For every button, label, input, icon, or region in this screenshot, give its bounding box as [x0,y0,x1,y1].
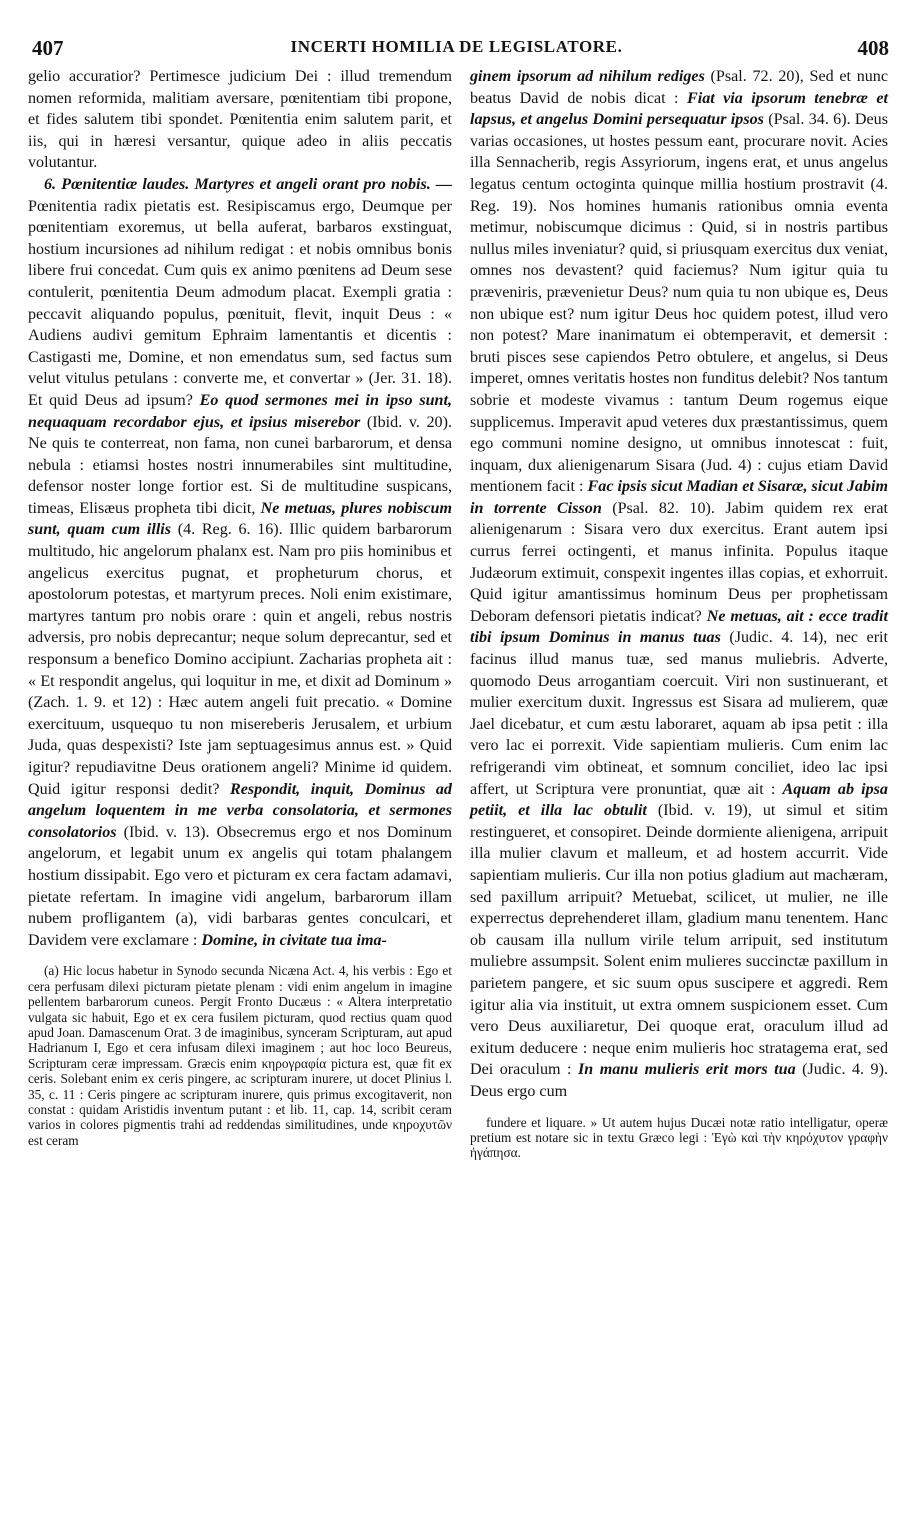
quotation: Respondit, inquit, Dominus ad angelum loquentem in me verba consolatoria, et sermones consolatorios [28,780,452,841]
quotation: Fac ipsis sicut Madian et Sisaræ, sicut Jabim in torrente Cisson [470,478,889,517]
text-run: (Ibid. v. 20). Ne quis te conterreat, non fama, non cunei barbarorum, et densa nebula : etiamsi hostes nostri innumerabiles sint multitudine, defensor noster longe fortior est. Si de multitudine suspicans, timeas, Elisæus propheta tibi dicit, [28,413,452,517]
text-run: (4. Reg. 6. 16). Illic quidem barbarorum multitudo, hic angelorum phalanx est. Nam pro piis hominibus et angelicus exercitus pugnat, et propheturum chorus, et apostolorum potestas, et martyrum preces. Noli enim existimare, martyres tantum pro nobis orare : quin et angeli, rebus nostris adversis, pro nobis deprecantur; neque solum deprecantur, sed et responsum a benefico Domino accipiunt. Zacharias propheta ait : « Et respondit angelus, qui loquitur in me, et dixit ad Dominum » (Zach. 1. 9. et 12) : Hæc autem angeli fuit precatio. « Domine exercituum, usquequo tu non misereberis Jerusalem, et urbium Juda, quas despexisti? Iste jam septuagesimus annus est. » Quid igitur? repudiavitne Deus orationem angeli? Minime id quidem. Quid igitur responsi dedit? [28,521,452,798]
text-run: (Ibid. v. 13). Obsecremus ergo et nos Dominum angelorum, et legabit unum ex angelis qui totam phalangem hostium dissipabit. Ego vero et picturam ex cera factam adamavi, pietate refertam. In imagine vidi angelum, barbarorum illam nubem profligantem (a), vidi barbaras gentes conculcari, et Davidem vere exclamare : [28,823,452,949]
text-run: (Psal. 72. 20), Sed et nunc beatus David de nobis dicat : [470,68,888,107]
left-paragraph-1: gelio accuratior? Pertimesce judicium Dei : illud tremendum nomen reformida, malitiam aversare, pœnitentiam tibi propone, et fides salutem tibi spondet. Pœnitentia enim salutem parit, et iis, qui in hæresi versantur, quique adeo in aliis peccatis volutantur. [28,68,452,172]
page-number-right: 408 [857,36,889,60]
text-run: (Psal. 34. 6). Deus varias occasiones, ut hostes pessum eant, procurare novit. Acies illa Sennacherib, regis Assyriorum, ingens erat, et unus angelus legatus centum octoginta quinque millia hostium prostravit (4. Reg. 19). Nos homines humanis rationibus omnia eventa metimur, nobiscumque dicimus : Quid, si in nostris partibus nullus miles inveniatur? quid, si priusquam exercitus dux veniat, omnes nos devastent? quid faciemus? Num igitur quia tu præveniris, prævenietur Deus? num quia tu non ubique es, Deus non ubique est? num igitur Deus hoc quidem potest, illud vero non potest? Mare inanimatum ei obtemperavit, et demersit : bruti pisces sese capiendos Petro obtulere, et angelus, si Deus imperet, omnes veritatis hostes non funditus delebit? Nos tantum sobrie et modeste vivamus : tantum Deum rogemus eique supplicemus. Imperavit apud veteres dux præstantissimus, quem ego communi nomine designo, ut omnibus innotescat : fuit, inquam, dux alienigenarum Sisara (Jud. 4) : cujus etiam David mentionem facit : [470,111,888,496]
right-paragraph-1 [470,66,888,1103]
text-run: (Judic. 4. 9). Deus ergo cum [470,1061,888,1100]
text-run: (Ibid. v. 19), ut simul et sitim restingueret, et consopiret. Deinde dormiente alienigena, arripuit illa mulier clavum et malleum, et ad hostem accurrit. Vide sapientiam mulieris. Cur illa non potius gladium aut machæram, sed paxillum arripuit? Metuebat, scilicet, ut mulier, ne ille experrectus deprehenderet illam, gladium manu tenentem. Hanc ob causam illa nullum virile telum arripuit, sed institutum muliebre assumpsit. Solent enim mulieres succinctæ paxillum in parietem pangere, et sic suum opus suscipere et aggredi. Rem igitur alia via instituit, ut extra omnem suspicionem esset. Cum vero Deus auxiliaretur, Dei quoque erat, oraculum illud ad exitum deducere : neque enim mulieris hoc stratagema erat, sed Dei oraculum : [470,802,889,1079]
section-heading: 6. Pœnitentiæ laudes. Martyres et angeli orant pro nobis. — [44,175,452,193]
quotation: Ne metuas, plures nobiscum sunt, quam cum illis [28,499,452,539]
page-number-left: 407 [32,36,64,60]
quotation: Ne metuas, ait : ecce tradit tibi ipsum Dominus in manus tuas [470,607,888,647]
text-run: (Psal. 82. 10). Jabim quidem rex erat alienigenarum : Sisara vero dux exercitus. Erant autem ipsi currus ferrei octingenti, et manus infinita. Populus itaque Judæorum extimuit, conspexit ingentes illas copias, et exhorruit. Quid igitur amantissimus hominum Deus per prophetissam Deboram defensori pietatis indicat? [470,499,889,625]
quotation: Domine, in civitate tua ima- [201,931,387,949]
quotation: Eo quod sermones mei in ipso sunt, nequaquam recordabor ejus, et ipsius miserebor [28,391,452,431]
text-run: Pœnitentia radix pietatis est. Resipiscamus ergo, Deumque per pœnitentiam exoremus, ut bella auferat, barbaros exstinguat, hostium incursiones ad nihilum redigat : et nobis omnibus bonis libere frui concedat. Cum quis ex animo pœnitens ad Deum sese contulerit, pœnitentia Deum admodum placat. Exempli gratia : peccavit aliquando populus, pœnituit, flevit, inquit Deus : « Audiens audivi gemitum Ephraim lamentantis et dicentis : Castigasti me, Domine, et non emendatus sum, sed factus sum velut vitulus petulans : converte me, et convertar » (Jer. 31. 18). Et quid Deus ad ipsum? [28,197,452,409]
page-header [24,36,889,62]
text-run: (Judic. 4. 14), nec erit facinus illud manus tuæ, sed manus muliebris. Adverte, quomodo Deus arrogantiam coercuit. Viri non sustinuerant, et mulier exercitum duxit. Ingressus est Sisara ad mulierem, quæ Jael dicebatur, et cum æstu laboraret, aquam ab ipsa petit : illa vero lac ei porrexit. Vide sapientiam mulieris. Cum enim lac refrigerandi vim obtineat, et somnum conciliet, ideo lac ipsi affert, ut Scriptura vere pronuntiat, quæ ait : [470,629,888,798]
quotation: Fiat via ipsorum tenebræ et lapsus, et angelus Domini persequatur ipsos [470,89,888,129]
running-title: INCERTI HOMILIA DE LEGISLATORE. [290,37,623,56]
quotation: ginem ipsorum ad nihilum rediges [470,68,705,85]
left-column [28,66,452,1148]
left-paragraph-2 [28,174,452,951]
right-column [470,66,888,1161]
footnote-right: fundere et liquare. » Ut autem hujus Ducæi notæ ratio intelligatur, operæ pretium est notare sic in textu Græco legi : Ἐγὼ καὶ τὴν κηρόχυτον γραφὴν ἠγάπησα. [470,1114,888,1161]
quotation: Aquam ab ipsa petiit, et illa lac obtulit [470,780,888,820]
footnote-left: (a) Hic locus habetur in Synodo secunda Nicæna Act. 4, his verbis : Ego et cera perfusam dilexi picturam pietate plenam : vidi enim angelum in imagine pellentem barbarorum cuneos. Pergit Fronto Ducæus : « Altera interpretatio vulgata sic habuit, Ego et ex cera fusilem picturam, quod rectius quam quod apud Joan. Damascenum Orat. 3 de imaginibus, synceram Scripturam, aut apud Hadrianum I, Ego et cera infusam dilexi imaginem ; aut hoc loco Beureus, Scripturam ceræ impressam. Græcis enim κηρογραφία pictura est, quæ fit ex ceris. Solebant enim ex ceris pingere, ac scripturam inurere, ut docet Plinius l. 35, c. 11 : Ceris pingere ac scripturam inurere, quis primus excogitaverit, non constat : quidam Aristidis inventum putant : et lib. 11, cap. 14, scribit ceram varios in colores pigmentis trahi ad reddendas similitudines, unde κηροχυτῶν est ceram [28,963,452,1148]
quotation: In manu mulieris erit mors tua [577,1061,796,1079]
